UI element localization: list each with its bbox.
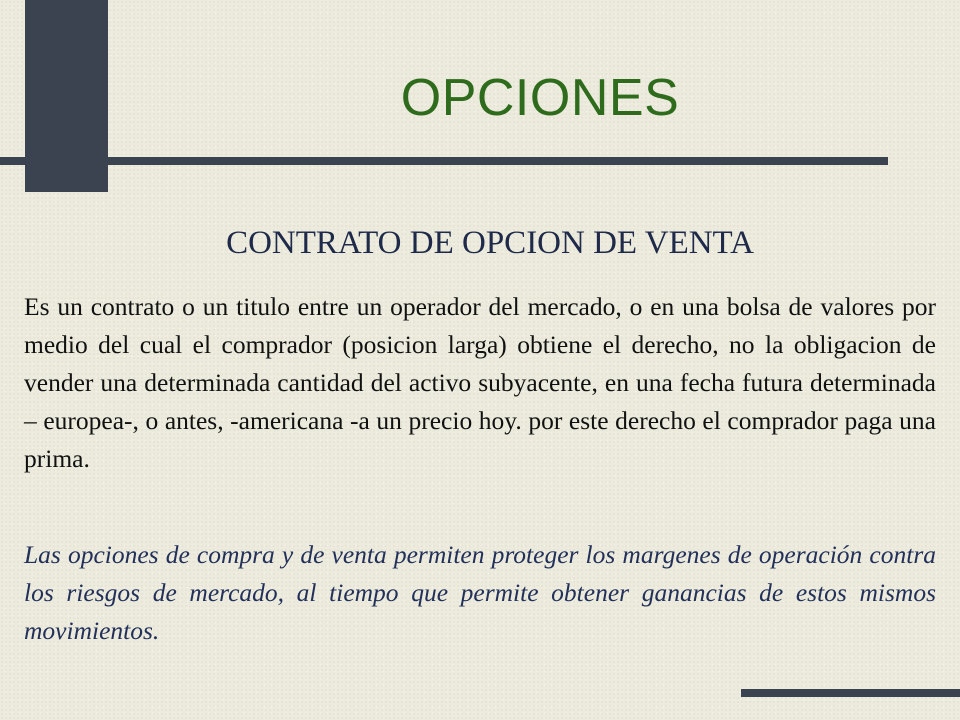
body-paragraph: Es un contrato o un titulo entre un operador del mercado, o en una bolsa de valores por medio del cual el comprador (posicion larga) obtiene el derecho, no la obligacion de vender una determinada cantidad del activo subyacente, en una fecha futura determinada – europea-, o antes, -americana -a un precio hoy. por este derecho el comprador paga una prima.	[24, 292, 936, 473]
italic-paragraph: Las opciones de compra y de venta permiten proteger los margenes de operación contra los riesgos de mercado, al tiempo que permite obtener ganancias de estos mismos movimientos.	[24, 540, 936, 645]
slide-title: OPCIONES	[400, 69, 680, 127]
decorative-top-rule	[0, 157, 888, 165]
slide-subtitle: CONTRATO DE OPCION DE VENTA	[226, 225, 754, 261]
decorative-bottom-rule	[741, 689, 960, 697]
